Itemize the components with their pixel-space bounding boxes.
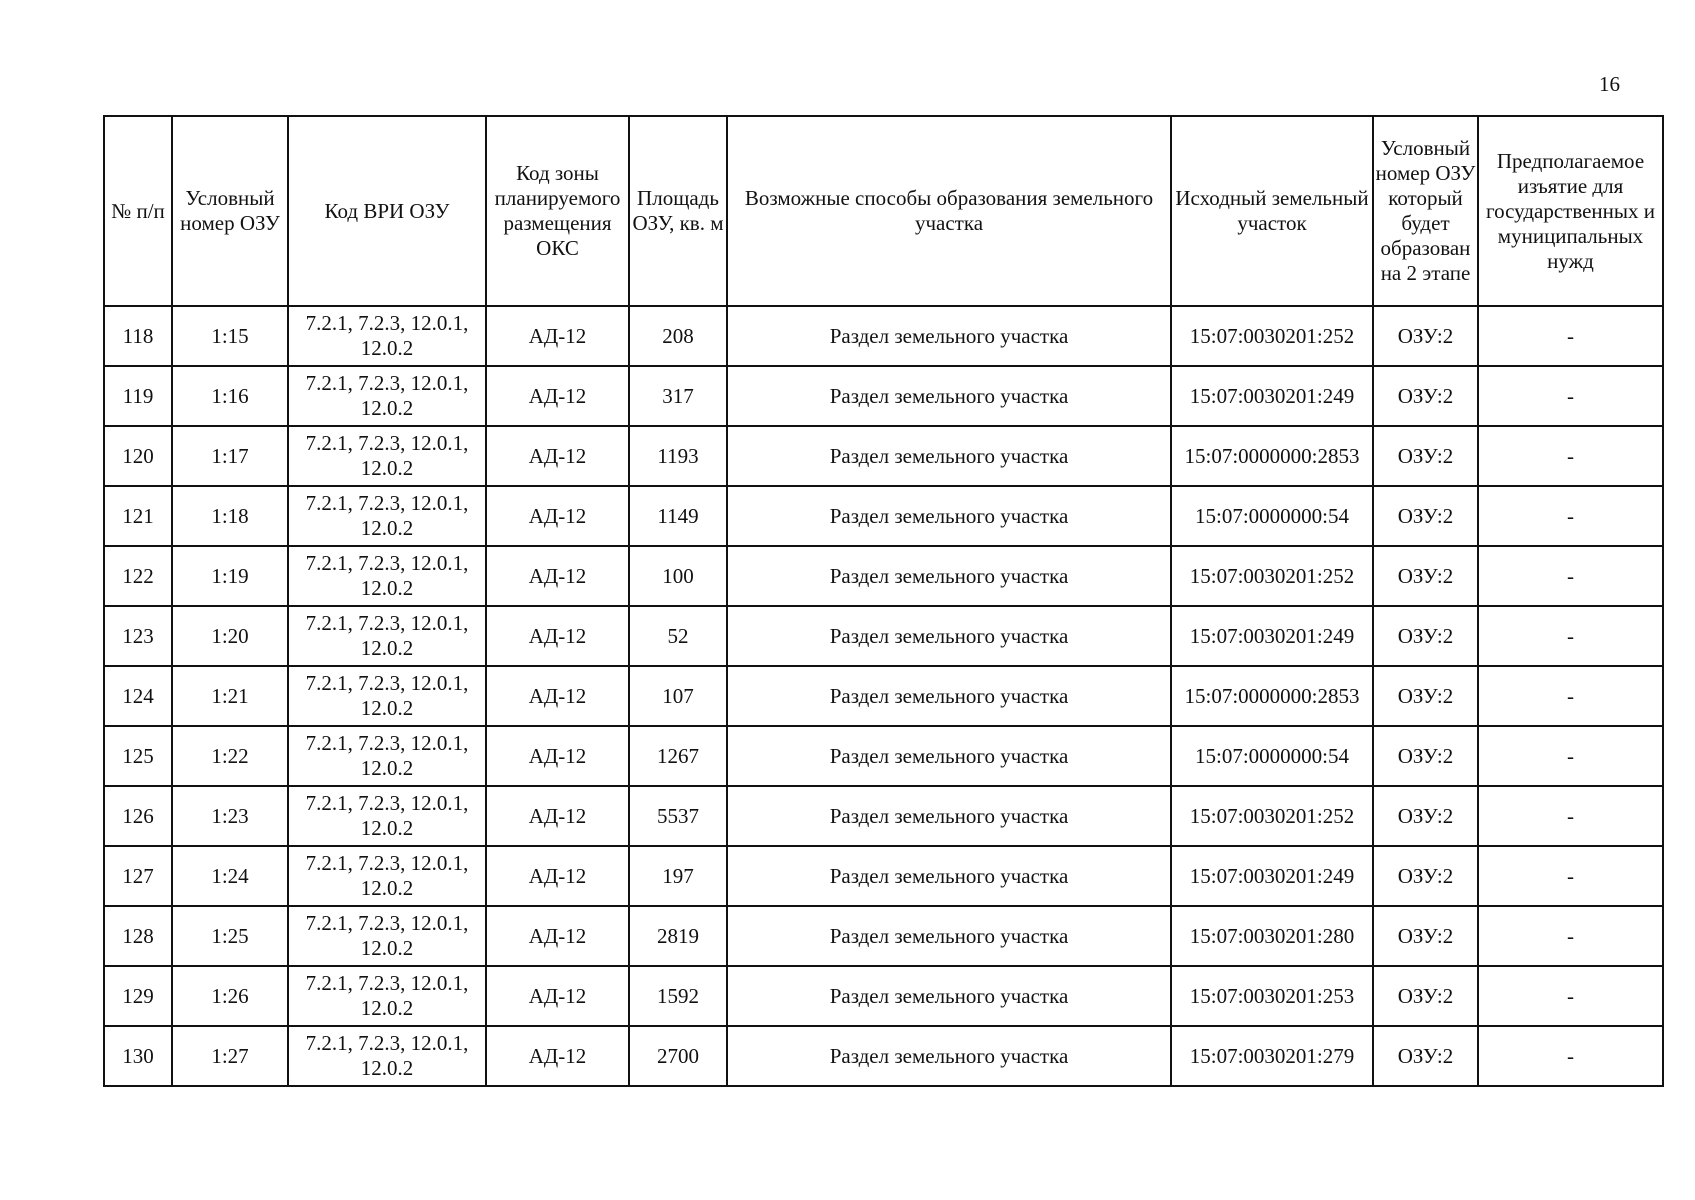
cell-method: Раздел земельного участка	[727, 666, 1171, 726]
cell-vri: 7.2.1, 7.2.3, 12.0.1, 12.0.2	[288, 666, 486, 726]
cell-source: 15:07:0030201:279	[1171, 1026, 1373, 1086]
table-row	[104, 966, 1663, 1026]
cell-withdrawal: -	[1478, 906, 1663, 966]
cell-withdrawal: -	[1478, 666, 1663, 726]
cell-stage2: ОЗУ:2	[1373, 546, 1478, 606]
header-plot-id: Условный номер ОЗУ	[172, 116, 288, 306]
cell-method: Раздел земельного участка	[727, 846, 1171, 906]
cell-source: 15:07:0000000:2853	[1171, 666, 1373, 726]
cell-vri: 7.2.1, 7.2.3, 12.0.1, 12.0.2	[288, 426, 486, 486]
table-row	[104, 726, 1663, 786]
header-zone-code: Код зоны планируемого размещения ОКС	[486, 116, 629, 306]
cell-stage2: ОЗУ:2	[1373, 966, 1478, 1026]
cell-zone: АД-12	[486, 306, 629, 366]
header-withdrawal: Предполагаемое изъятие для государственных и муниципальных нужд	[1478, 116, 1663, 306]
cell-source: 15:07:0030201:252	[1171, 786, 1373, 846]
cell-zone: АД-12	[486, 366, 629, 426]
cell-area: 1267	[629, 726, 727, 786]
cell-stage2: ОЗУ:2	[1373, 426, 1478, 486]
cell-zone: АД-12	[486, 966, 629, 1026]
table-row	[104, 1026, 1663, 1086]
cell-number: 118	[104, 306, 172, 366]
cell-plot-id: 1:16	[172, 366, 288, 426]
cell-plot-id: 1:17	[172, 426, 288, 486]
cell-area: 5537	[629, 786, 727, 846]
cell-zone: АД-12	[486, 546, 629, 606]
cell-source: 15:07:0000000:54	[1171, 486, 1373, 546]
cell-zone: АД-12	[486, 726, 629, 786]
page-number: 16	[1599, 72, 1620, 96]
cell-zone: АД-12	[486, 906, 629, 966]
cell-source: 15:07:0030201:249	[1171, 366, 1373, 426]
cell-area: 52	[629, 606, 727, 666]
cell-vri: 7.2.1, 7.2.3, 12.0.1, 12.0.2	[288, 486, 486, 546]
cell-plot-id: 1:27	[172, 1026, 288, 1086]
table-row	[104, 786, 1663, 846]
cell-area: 1149	[629, 486, 727, 546]
cell-zone: АД-12	[486, 426, 629, 486]
table-row	[104, 666, 1663, 726]
cell-number: 128	[104, 906, 172, 966]
table-header-row	[104, 116, 1663, 306]
cell-number: 126	[104, 786, 172, 846]
cell-method: Раздел земельного участка	[727, 726, 1171, 786]
cell-method: Раздел земельного участка	[727, 966, 1171, 1026]
land-plots-table	[103, 115, 1664, 1087]
cell-stage2: ОЗУ:2	[1373, 666, 1478, 726]
cell-plot-id: 1:23	[172, 786, 288, 846]
cell-number: 119	[104, 366, 172, 426]
cell-area: 2819	[629, 906, 727, 966]
cell-plot-id: 1:15	[172, 306, 288, 366]
header-source-plot: Исходный земельный участок	[1171, 116, 1373, 306]
cell-withdrawal: -	[1478, 1026, 1663, 1086]
cell-vri: 7.2.1, 7.2.3, 12.0.1, 12.0.2	[288, 366, 486, 426]
cell-plot-id: 1:21	[172, 666, 288, 726]
cell-method: Раздел земельного участка	[727, 546, 1171, 606]
header-area: Площадь ОЗУ, кв. м	[629, 116, 727, 306]
cell-source: 15:07:0030201:253	[1171, 966, 1373, 1026]
cell-plot-id: 1:19	[172, 546, 288, 606]
table-row	[104, 486, 1663, 546]
cell-method: Раздел земельного участка	[727, 1026, 1171, 1086]
table-row	[104, 906, 1663, 966]
cell-vri: 7.2.1, 7.2.3, 12.0.1, 12.0.2	[288, 846, 486, 906]
cell-stage2: ОЗУ:2	[1373, 906, 1478, 966]
cell-area: 317	[629, 366, 727, 426]
cell-withdrawal: -	[1478, 726, 1663, 786]
cell-method: Раздел земельного участка	[727, 366, 1171, 426]
cell-withdrawal: -	[1478, 786, 1663, 846]
cell-method: Раздел земельного участка	[727, 426, 1171, 486]
cell-area: 2700	[629, 1026, 727, 1086]
header-number: № п/п	[104, 116, 172, 306]
header-vri-code: Код ВРИ ОЗУ	[288, 116, 486, 306]
cell-number: 120	[104, 426, 172, 486]
cell-stage2: ОЗУ:2	[1373, 306, 1478, 366]
cell-number: 121	[104, 486, 172, 546]
cell-withdrawal: -	[1478, 366, 1663, 426]
cell-method: Раздел земельного участка	[727, 906, 1171, 966]
cell-withdrawal: -	[1478, 306, 1663, 366]
cell-method: Раздел земельного участка	[727, 606, 1171, 666]
cell-plot-id: 1:22	[172, 726, 288, 786]
cell-source: 15:07:0030201:249	[1171, 846, 1373, 906]
cell-plot-id: 1:25	[172, 906, 288, 966]
cell-number: 129	[104, 966, 172, 1026]
cell-zone: АД-12	[486, 486, 629, 546]
cell-zone: АД-12	[486, 666, 629, 726]
cell-method: Раздел земельного участка	[727, 486, 1171, 546]
cell-number: 124	[104, 666, 172, 726]
cell-withdrawal: -	[1478, 546, 1663, 606]
cell-vri: 7.2.1, 7.2.3, 12.0.1, 12.0.2	[288, 906, 486, 966]
cell-source: 15:07:0030201:249	[1171, 606, 1373, 666]
cell-area: 208	[629, 306, 727, 366]
cell-vri: 7.2.1, 7.2.3, 12.0.1, 12.0.2	[288, 306, 486, 366]
header-formation-method: Возможные способы образования земельного участка	[727, 116, 1171, 306]
cell-area: 1592	[629, 966, 727, 1026]
table-row	[104, 366, 1663, 426]
cell-zone: АД-12	[486, 606, 629, 666]
cell-vri: 7.2.1, 7.2.3, 12.0.1, 12.0.2	[288, 786, 486, 846]
cell-stage2: ОЗУ:2	[1373, 1026, 1478, 1086]
cell-withdrawal: -	[1478, 606, 1663, 666]
cell-plot-id: 1:20	[172, 606, 288, 666]
cell-area: 107	[629, 666, 727, 726]
cell-method: Раздел земельного участка	[727, 786, 1171, 846]
cell-source: 15:07:0030201:252	[1171, 546, 1373, 606]
cell-source: 15:07:0030201:252	[1171, 306, 1373, 366]
cell-plot-id: 1:24	[172, 846, 288, 906]
cell-method: Раздел земельного участка	[727, 306, 1171, 366]
cell-stage2: ОЗУ:2	[1373, 486, 1478, 546]
header-stage2-plot: Условный номер ОЗУ который будет образован на 2 этапе	[1373, 116, 1478, 306]
table-row	[104, 606, 1663, 666]
cell-number: 127	[104, 846, 172, 906]
cell-withdrawal: -	[1478, 486, 1663, 546]
cell-stage2: ОЗУ:2	[1373, 606, 1478, 666]
cell-vri: 7.2.1, 7.2.3, 12.0.1, 12.0.2	[288, 546, 486, 606]
table-body	[104, 306, 1663, 1086]
cell-area: 1193	[629, 426, 727, 486]
cell-area: 100	[629, 546, 727, 606]
cell-withdrawal: -	[1478, 846, 1663, 906]
cell-zone: АД-12	[486, 1026, 629, 1086]
cell-stage2: ОЗУ:2	[1373, 786, 1478, 846]
cell-vri: 7.2.1, 7.2.3, 12.0.1, 12.0.2	[288, 726, 486, 786]
cell-stage2: ОЗУ:2	[1373, 366, 1478, 426]
cell-vri: 7.2.1, 7.2.3, 12.0.1, 12.0.2	[288, 966, 486, 1026]
cell-vri: 7.2.1, 7.2.3, 12.0.1, 12.0.2	[288, 606, 486, 666]
cell-vri: 7.2.1, 7.2.3, 12.0.1, 12.0.2	[288, 1026, 486, 1086]
table-row	[104, 846, 1663, 906]
cell-withdrawal: -	[1478, 426, 1663, 486]
cell-zone: АД-12	[486, 846, 629, 906]
cell-source: 15:07:0000000:54	[1171, 726, 1373, 786]
cell-withdrawal: -	[1478, 966, 1663, 1026]
cell-zone: АД-12	[486, 786, 629, 846]
cell-number: 122	[104, 546, 172, 606]
cell-plot-id: 1:26	[172, 966, 288, 1026]
table-row	[104, 306, 1663, 366]
cell-source: 15:07:0000000:2853	[1171, 426, 1373, 486]
cell-number: 123	[104, 606, 172, 666]
cell-stage2: ОЗУ:2	[1373, 726, 1478, 786]
cell-area: 197	[629, 846, 727, 906]
table-row	[104, 426, 1663, 486]
cell-number: 130	[104, 1026, 172, 1086]
cell-source: 15:07:0030201:280	[1171, 906, 1373, 966]
table-row	[104, 546, 1663, 606]
cell-stage2: ОЗУ:2	[1373, 846, 1478, 906]
cell-number: 125	[104, 726, 172, 786]
cell-plot-id: 1:18	[172, 486, 288, 546]
